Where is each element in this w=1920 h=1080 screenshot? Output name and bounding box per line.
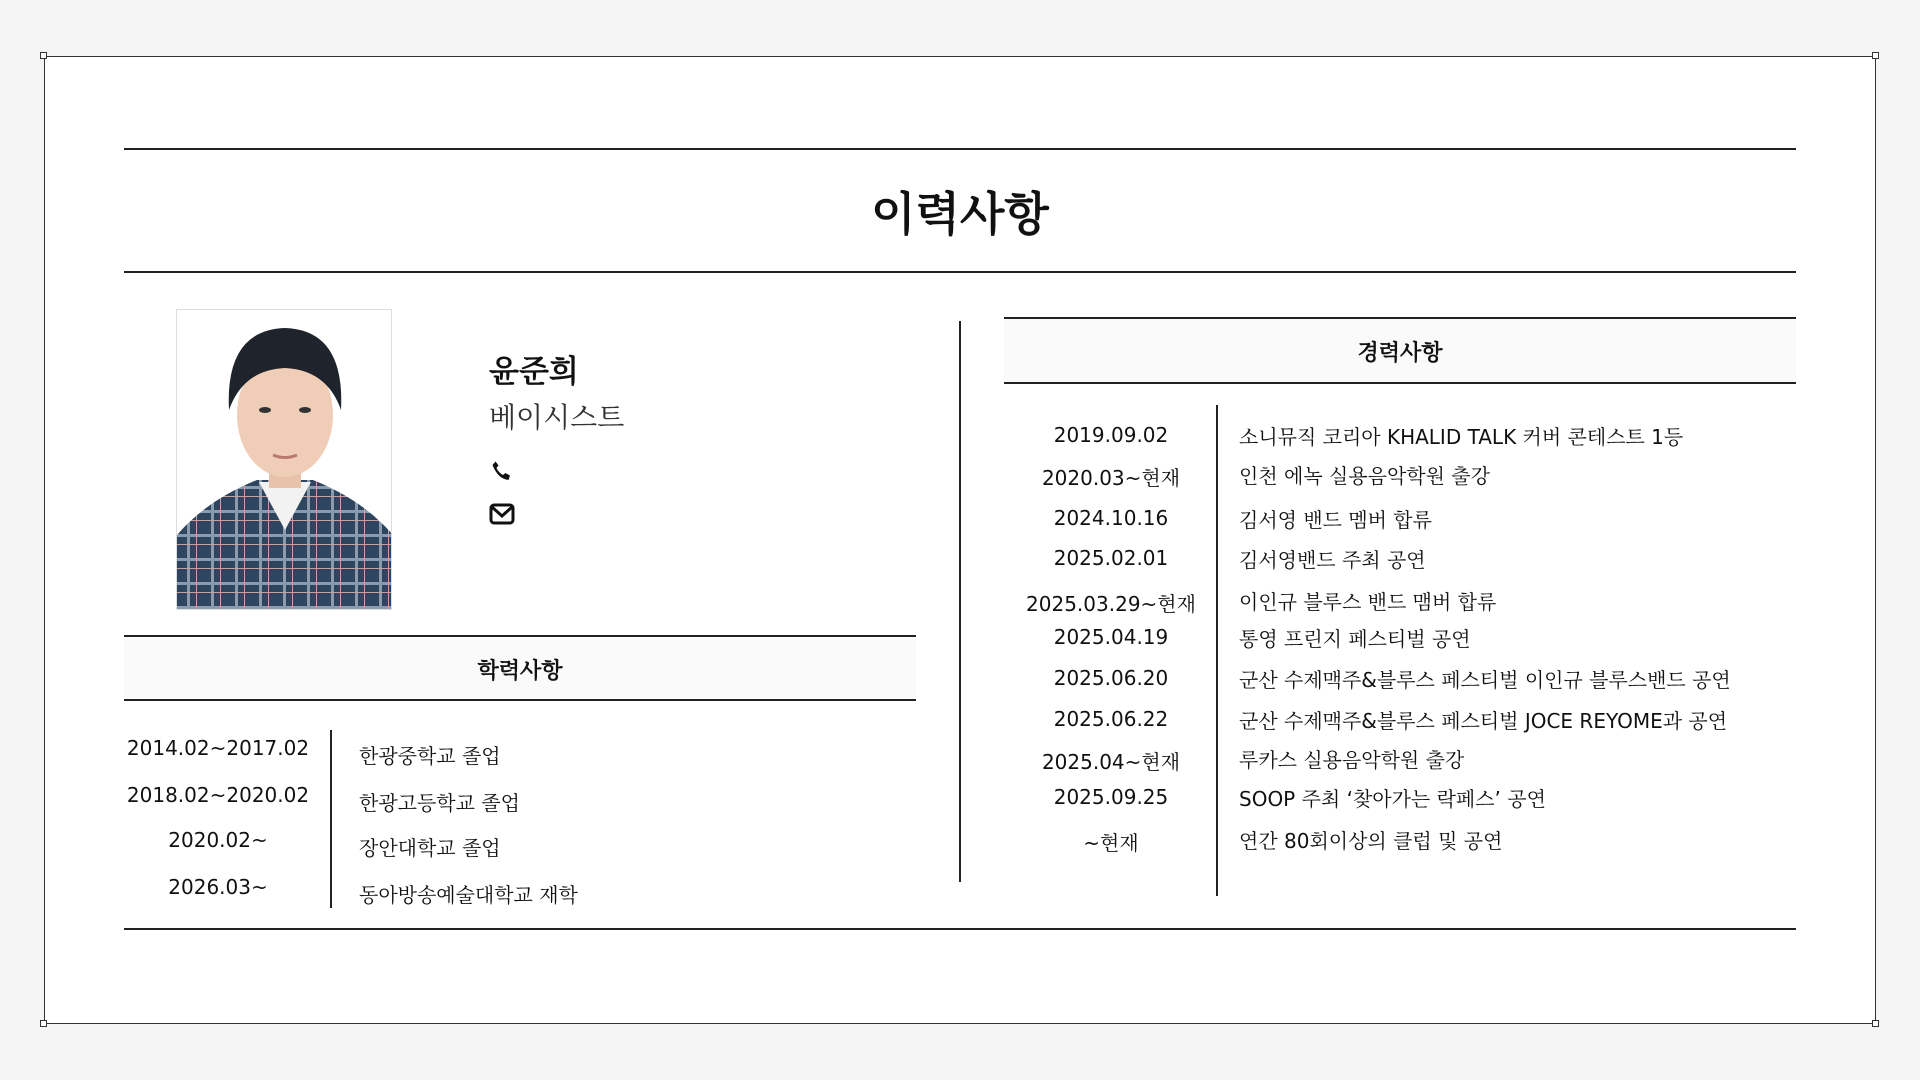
education-date: 2020.02~ xyxy=(168,828,268,852)
education-date: 2018.02~2020.02 xyxy=(126,783,310,807)
career-entry: 통영 프린지 페스티벌 공연 xyxy=(1239,627,1471,651)
career-date: 2024.10.16 xyxy=(1053,506,1169,530)
career-entry: 연간 80회이상의 클럽 및 공연 xyxy=(1239,829,1503,853)
resize-handle-top-left[interactable] xyxy=(40,52,47,59)
career-bottom-divider xyxy=(1004,382,1796,384)
phone-icon xyxy=(489,459,513,487)
education-column-divider xyxy=(330,730,332,908)
career-column-divider xyxy=(1216,405,1218,896)
career-entry: 군산 수제맥주&블루스 페스티벌 JOCE REYOME과 공연 xyxy=(1239,709,1728,733)
education-bottom-divider xyxy=(124,699,916,701)
career-entry: 김서영 밴드 멤버 합류 xyxy=(1239,508,1432,532)
education-date: 2014.02~2017.02 xyxy=(126,736,310,760)
education-date: 2026.03~ xyxy=(168,875,268,899)
career-date: 2025.09.25 xyxy=(1053,785,1169,809)
career-entry: 이인규 블루스 밴드 맴버 합류 xyxy=(1239,590,1497,614)
profile-photo xyxy=(176,309,392,610)
center-divider xyxy=(959,321,961,882)
career-entry: 소니뮤직 코리아 KHALID TALK 커버 콘테스트 1등 xyxy=(1239,425,1684,449)
education-entry: 장안대학교 졸업 xyxy=(359,836,501,860)
title-bottom-divider xyxy=(124,271,1796,273)
career-entry: SOOP 주최 ‘찾아가는 락페스’ 공연 xyxy=(1239,787,1546,811)
career-date: 2025.04~현재 xyxy=(1041,750,1181,774)
resize-handle-bottom-right[interactable] xyxy=(1872,1020,1879,1027)
career-entry: 군산 수제맥주&블루스 페스티벌 이인규 블루스밴드 공연 xyxy=(1239,668,1731,692)
page-title: 이력사항 xyxy=(871,187,1049,241)
resize-handle-bottom-left[interactable] xyxy=(40,1020,47,1027)
career-date: 2025.03.29~현재 xyxy=(1026,592,1196,616)
career-heading: 경력사항 xyxy=(1357,341,1443,366)
career-date: 2020.03~현재 xyxy=(1041,466,1181,490)
career-date: ~현재 xyxy=(1083,831,1139,855)
career-date: 2025.02.01 xyxy=(1053,546,1169,570)
career-top-divider xyxy=(1004,317,1796,319)
resize-handle-top-right[interactable] xyxy=(1872,52,1879,59)
career-date: 2025.06.20 xyxy=(1053,666,1169,690)
education-top-divider xyxy=(124,635,916,637)
education-heading: 학력사항 xyxy=(477,659,563,684)
career-entry: 김서영밴드 주최 공연 xyxy=(1239,548,1426,572)
bottom-divider xyxy=(124,928,1796,930)
career-date: 2025.04.19 xyxy=(1053,625,1169,649)
career-date: 2019.09.02 xyxy=(1053,423,1169,447)
education-entry: 한광고등학교 졸업 xyxy=(359,791,520,815)
mail-icon xyxy=(489,503,515,529)
career-entry: 인천 에녹 실용음악학원 출강 xyxy=(1239,464,1490,488)
education-entry: 동아방송예술대학교 재학 xyxy=(359,883,578,907)
profile-role: 베이시스트 xyxy=(489,401,625,434)
title-top-divider xyxy=(124,148,1796,150)
profile-name: 윤준희 xyxy=(489,354,579,390)
education-entry: 한광중학교 졸업 xyxy=(359,744,501,768)
career-entry: 루카스 실용음악학원 출강 xyxy=(1239,748,1465,772)
career-date: 2025.06.22 xyxy=(1053,707,1169,731)
